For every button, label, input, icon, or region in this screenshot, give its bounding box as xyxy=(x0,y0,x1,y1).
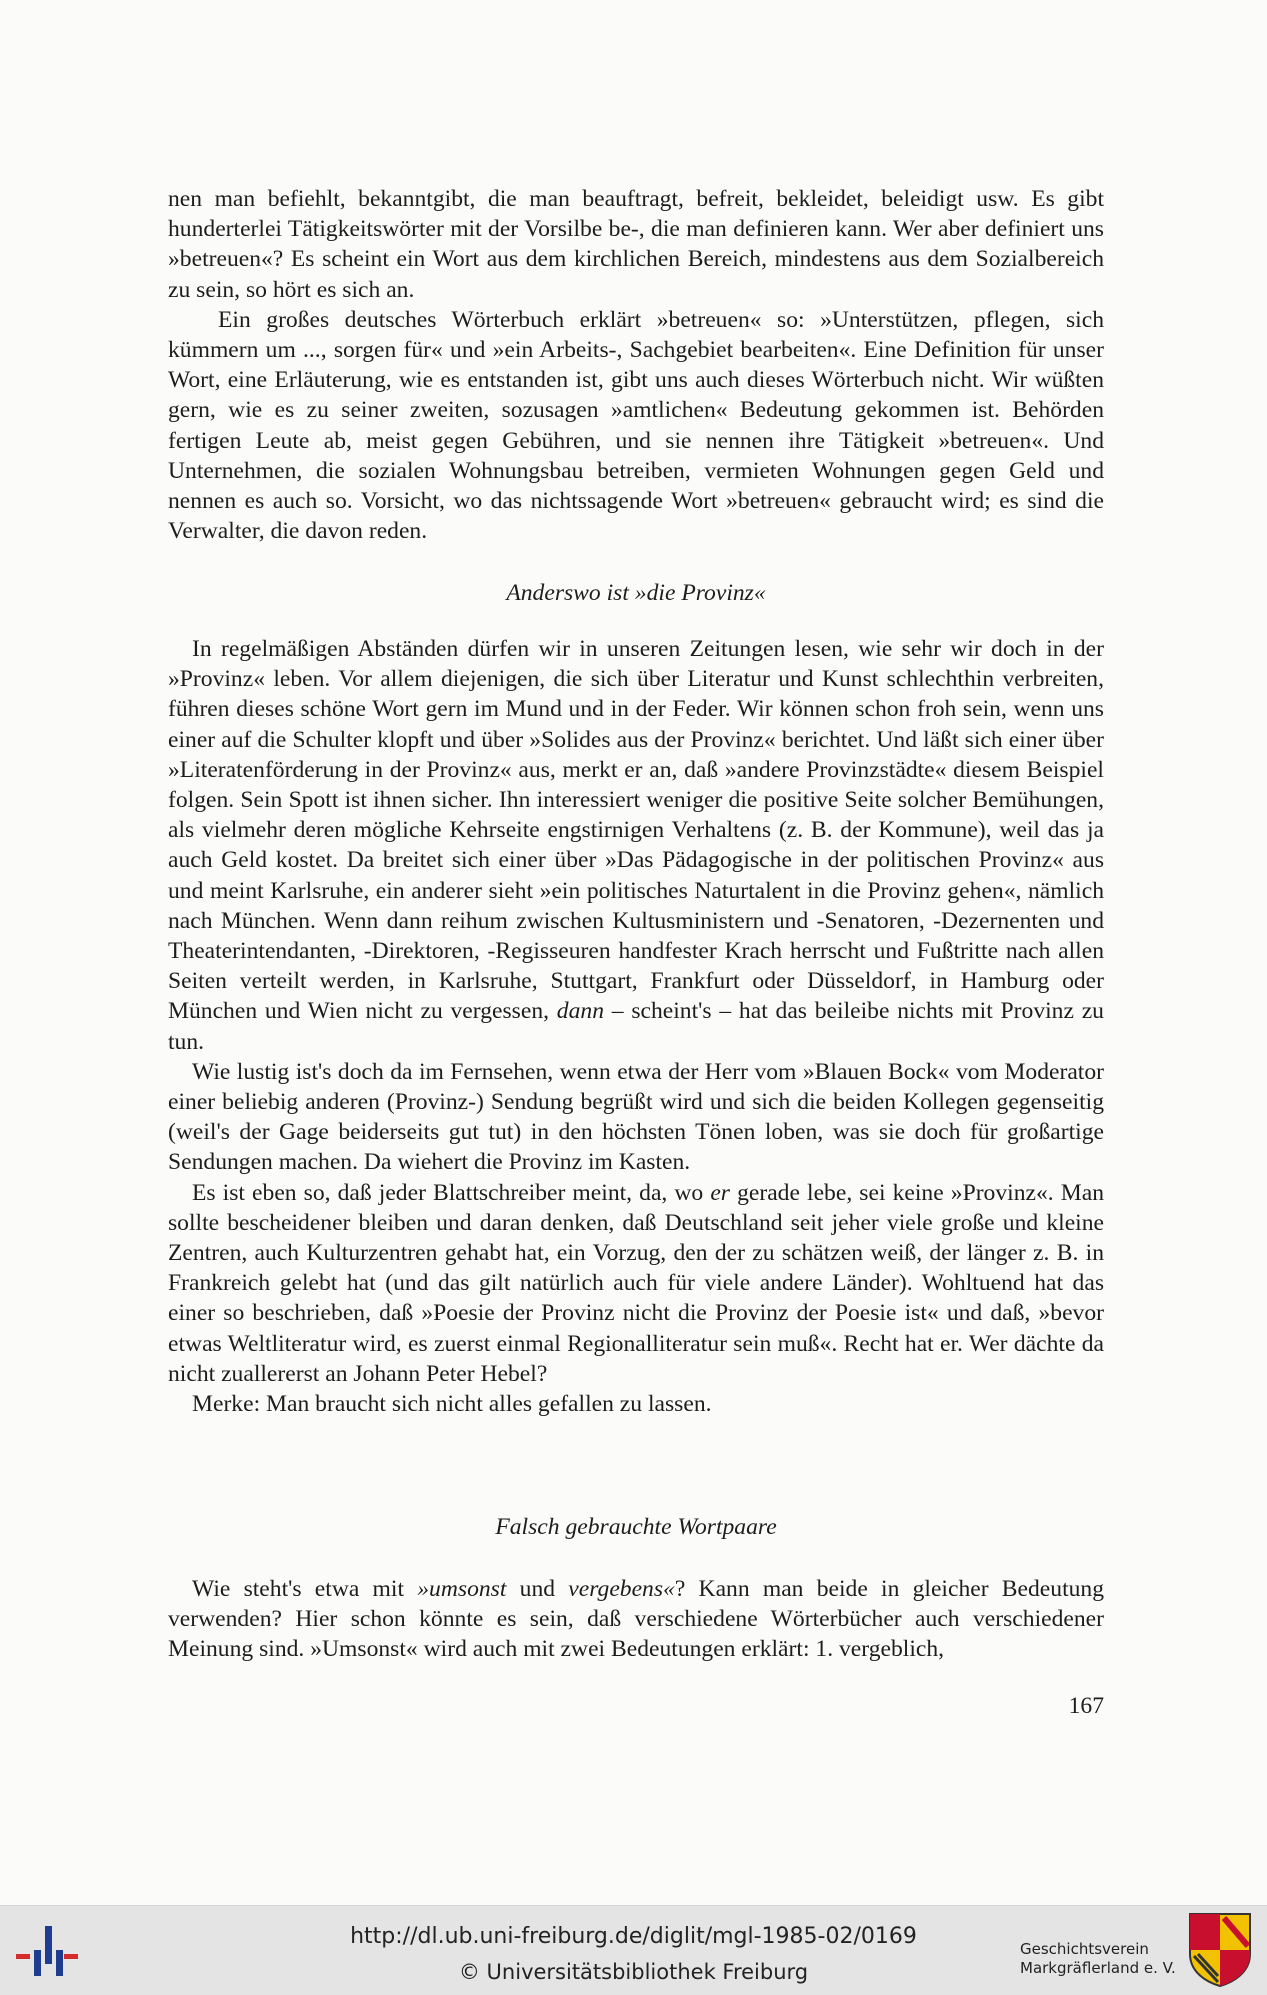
society-line: Geschichtsverein xyxy=(1020,1940,1149,1958)
section-heading: Anderswo ist »die Provinz« xyxy=(506,580,766,606)
paragraph: nen man befiehlt, bekanntgibt, die man beauftragt, befreit, bekleidet, beleidigt usw. Es gibt hunderterlei Tätigkeitswörter mit der Vorsilbe be-, die man definieren kann. Wer aber definiert uns »betreuen«? Es scheint ein Wort aus dem kirchlichen Bereich, mindestens aus dem Sozialbereich zu sein, so hört es sich an. xyxy=(168,186,1104,303)
section-heading: Falsch gebrauchte Wortpaare xyxy=(495,1514,777,1540)
paragraph xyxy=(168,1574,1104,1665)
emphasis: vergebens« xyxy=(568,1576,675,1602)
paragraph: Merke: Man braucht sich nicht alles gefallen zu lassen. xyxy=(192,1391,712,1418)
paragraph-text: und xyxy=(519,1576,556,1602)
paragraph-text: Es ist eben so, daß jeder Blattschreiber meint, da, wo xyxy=(192,1179,704,1206)
intro-text xyxy=(168,184,1104,546)
page-number: 167 xyxy=(1068,1693,1104,1719)
section-provinz-text xyxy=(168,634,1104,1419)
emphasis: er xyxy=(710,1179,730,1206)
section-wortpaare-text xyxy=(168,1574,1104,1665)
footer-bar xyxy=(0,1905,1267,1995)
permalink-url[interactable]: http://dl.ub.uni-freiburg.de/diglit/mgl-1985-02/0169 xyxy=(350,1924,917,1949)
paragraph-text: ? Kann man beide in gleicher Bedeutung verwenden? Hier schon könnte es sein, daß verschiedene Wörterbücher auch verschiedener Meinung sind. »Umsonst« wird auch mit zwei Bedeutungen erklärt: 1. vergeblich, xyxy=(168,1576,1105,1663)
coat-of-arms-icon xyxy=(1188,1912,1252,1988)
paragraph: Wie lustig ist's doch da im Fernsehen, wenn etwa der Herr vom »Blauen Bock« vom Moderator einer beliebig anderen (Provinz-) Sendung begrüßt wird und sich die beiden Kollegen gegenseitig (weil's der Gage beiderseits gut tut) in den höchsten Tönen loben, was sie doch für großartige Sendungen machen. Da wiehert die Provinz im Kasten. xyxy=(168,1058,1104,1176)
paragraph-text: gerade lebe, sei keine »Provinz«. Man sollte bescheidener bleiben und daran denken, daß Deutschland seit jeher viele große und kleine Zentren, auch Kulturzentren gehabt hat, ein Vorzug, den der zu schätzen weiß, der länger z. B. in Frankreich gelebt hat (und das gilt natürlich auch für viele andere Länder). Wohltuend hat das einer so beschrieben, daß »Poesie der Provinz nicht die Provinz der Poesie ist« und daß, »bevor etwas Weltliteratur wird, es zuerst einmal Regionalliteratur sein muß«. Recht hat er. Wer dächte da nicht zuallererst an Johann Peter Hebel? xyxy=(168,1179,1104,1387)
paragraph-text: – scheint's – hat das beileibe nichts mit Provinz zu tun. xyxy=(168,998,1104,1055)
society-name xyxy=(1020,1940,1176,1978)
paragraph-text: Wie steht's etwa mit xyxy=(192,1576,405,1602)
copyright-text: © Universitätsbibliothek Freiburg xyxy=(458,1960,809,1984)
society-line: Markgräflerland e. V. xyxy=(1020,1959,1176,1977)
paragraph-text: In regelmäßigen Abständen dürfen wir in unseren Zeitungen lesen, wie sehr wir doch in der »Provinz« leben. Vor allem diejenigen, die sich über Literatur und Kunst schlechthin verbreiten, führen dieses schöne Wort gern im Mund und in der Feder. Wir können schon froh sein, wenn uns einer auf die Schulter klopft und über »Solides aus der Provinz« berichtet. Und läßt sich einer über »Literatenförderung in der Provinz« aus, merkt er an, daß »andere Provinzstädte« diesem Beispiel folgen. Sein Spott ist ihnen sicher. Ihn interessiert weniger die positive Seite solcher Bemühungen, als vielmehr deren mögliche Kehrseite engstirnigen Verhaltens (z. B. der Kommune), weil das ja auch Geld kostet. Da breitet sich einer über »Das Pädagogische in der politischen Provinz« aus und meint Karlsruhe, ein anderer sieht »ein politisches Naturtalent in die Provinz gehen«, nämlich nach München. Wenn dann reihum zwischen Kultusministern und -Senatoren, -Dezernenten und Theaterintendanten, -Direktoren, -Regisseuren handfester Krach herrscht und Fußtritte nach allen Seiten verteilt werden, in Karlsruhe, Stuttgart, Frankfurt oder Düsseldorf, in Hamburg oder München und Wien nicht zu vergessen, xyxy=(168,636,1104,1025)
paragraph xyxy=(168,1178,1104,1389)
emphasis: dann xyxy=(556,998,604,1025)
emphasis: »umsonst xyxy=(417,1576,507,1602)
paragraph xyxy=(168,634,1104,1057)
paragraph: Ein großes deutsches Wörterbuch erklärt »betreuen« so: »Unterstützen, pflegen, sich kümmern um ..., sorgen für« und »ein Arbeits-, Sachgebiet bearbeiten«. Eine Definition für unser Wort, eine Erläuterung, wie es entstanden ist, gibt uns auch dieses Wörterbuch nicht. Wir wüßten gern, wie es zu seiner zweiten, sozusagen »amtlichen« Bedeutung gekommen ist. Behörden fertigen Leute ab, meist gegen Gebühren, und sie nennen ihre Tätigkeit »betreuen«. Und Unternehmen, die sozialen Wohnungsbau betreiben, vermieten Wohnungen gegen Geld und nennen es auch so. Vorsicht, wo das nichtssagende Wort »betreuen« gebraucht wird; es sind die Verwalter, die davon reden. xyxy=(168,306,1104,545)
